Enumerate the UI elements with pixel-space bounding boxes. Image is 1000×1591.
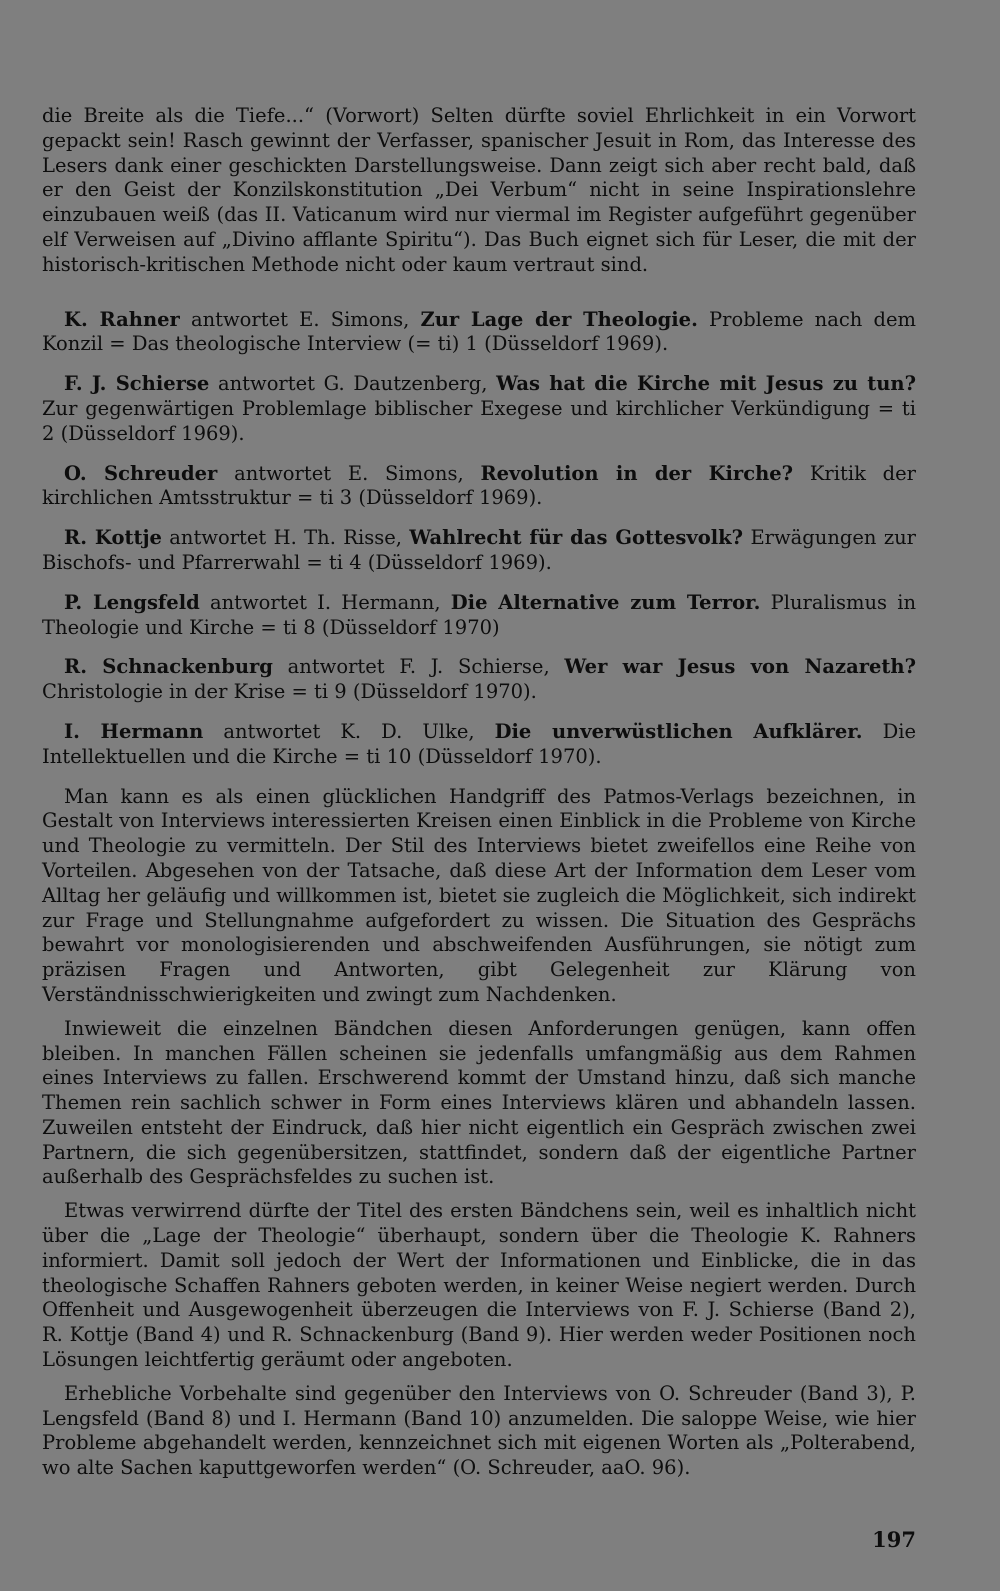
reference-title: Wahlrecht für das Gottesvolk? [409, 526, 744, 550]
reference-rest: Pluralismus in Theologie und Kirche = ti 8 (Düsseldorf 1970) [42, 590, 917, 639]
reference-list [42, 308, 916, 770]
reference-author: F. J. Schierse [64, 372, 210, 396]
reference-title: Die Alternative zum Terror. [450, 590, 761, 614]
body-paragraph: Inwieweit die einzelnen Bändchen diesen Anforderungen genügen, kann offen bleiben. In manchen Fällen scheinen sie jedenfalls umfangmäßig aus dem Rahmen eines Interviews zu fallen. Erschwerend kommt der Umstand hinzu, daß sich manche Themen rein sachlich schwer in Form eines Interviews klären und abhandeln lassen. Zuweilen entsteht der Eindruck, daß hier nicht eigentlich ein Gespräch zwischen zwei Partnern, die sich gegenübersitzen, stattfindet, sondern daß der eigentliche Partner außerhalb des Gesprächsfeldes zu suchen ist. [42, 1016, 916, 1189]
reference-rest: Probleme nach dem Konzil = Das theologische Interview (= ti) 1 (Düsseldorf 1969). [42, 307, 916, 356]
reference-author: O. Schreuder [64, 461, 218, 485]
reference-entry [42, 591, 916, 641]
page-text [42, 104, 916, 1490]
reference-verb: antwortet G. Dautzenberg, [209, 372, 497, 396]
reference-title: Zur Lage der Theologie. [420, 307, 698, 331]
reference-rest: Kritik der kirchlichen Amtsstruktur = ti 3 (Düsseldorf 1969). [42, 461, 917, 510]
reference-entry [42, 720, 916, 770]
reference-rest: Zur gegenwärtigen Problemlage biblischer Exegese und kirchlicher Verkündigung = ti 2 (Düsseldorf 1969). [42, 396, 916, 445]
reference-author: R. Kottje [64, 526, 162, 550]
intro-paragraph: die Breite als die Tiefe...“ (Vorwort) Selten dürfte soviel Ehrlichkeit in ein Vorwort gepackt sein! Rasch gewinnt der Verfasser, spanischer Jesuit in Rom, das Interesse des Lesers dank einer geschickten Darstellungsweise. Dann zeigt sich aber recht bald, daß er den Geist der Konzilskonstitution „Dei Verbum“ nicht in seine Inspirationslehre einzubauen weiß (das II. Vaticanum wird nur viermal im Register aufgeführt gegenüber elf Verweisen auf „Divino afflante Spiritu“). Das Buch eignet sich für Leser, die mit der historisch-kritischen Methode nicht oder kaum vertraut sind. [42, 104, 916, 276]
body-paragraph: Erhebliche Vorbehalte sind gegenüber den Interviews von O. Schreuder (Band 3), P. Lengsfeld (Band 8) und I. Hermann (Band 10) anzumelden. Die saloppe Weise, wie hier Probleme abgehandelt werden, kennzeichnet sich mit eigenen Worten als „Polterabend, wo alte Sachen kaputtgeworfen werden“ (O. Schreuder, aaO. 96). [42, 1381, 916, 1480]
reference-author: K. Rahner [64, 307, 180, 331]
reference-verb: antwortet H. Th. Risse, [161, 526, 410, 550]
reference-entry [42, 462, 916, 512]
reference-verb: antwortet F. J. Schierse, [272, 655, 565, 679]
reference-entry [42, 526, 916, 576]
reference-verb: antwortet E. Simons, [179, 307, 421, 331]
reference-title: Wer war Jesus von Nazareth? [564, 655, 916, 679]
reference-rest: Erwägungen zur Bischofs- und Pfarrerwahl = ti 4 (Düsseldorf 1969). [42, 526, 916, 574]
reference-entry [42, 308, 916, 358]
reference-rest: Christologie in der Krise = ti 9 (Düsseldorf 1970). [42, 680, 537, 704]
reference-author: P. Lengsfeld [64, 590, 200, 614]
reference-author: I. Hermann [64, 719, 204, 743]
reference-title: Was hat die Kirche mit Jesus zu tun? [496, 372, 916, 396]
reference-verb: antwortet E. Simons, [217, 461, 481, 485]
body-paragraph: Etwas verwirrend dürfte der Titel des ersten Bändchens sein, weil es inhaltlich nicht über die „Lage der Theologie“ überhaupt, sondern über die Theologie K. Rahners informiert. Damit soll jedoch der Wert der Informationen und Einblicke, die in das theologische Schaffen Rahners geboten werden, in keiner Weise negiert werden. Durch Offenheit und Ausgewogenheit überzeugen die Interviews von F. J. Schierse (Band 2), R. Kottje (Band 4) und R. Schnackenburg (Band 9). Hier werden weder Positionen noch Lösungen leichtfertig geräumt oder angeboten. [42, 1199, 916, 1372]
reference-rest: Die Intellektuellen und die Kirche = ti 10 (Düsseldorf 1970). [42, 719, 916, 768]
reference-verb: antwortet K. D. Ulke, [203, 719, 495, 743]
reference-title: Revolution in der Kirche? [480, 461, 794, 485]
reference-title: Die unverwüstlichen Aufklärer. [494, 719, 863, 743]
body-paragraph: Man kann es als einen glücklichen Handgriff des Patmos-Verlags bezeichnen, in Gestalt von Interviews interessierten Kreisen einen Einblick in die Probleme von Kirche und Theologie zu vermitteln. Der Stil des Interviews bietet zweifellos eine Reihe von Vorteilen. Abgesehen von der Tatsache, daß diese Art der Information dem Leser vom Alltag her geläufig und willkommen ist, bietet sie zugleich die Möglichkeit, sich indirekt zur Frage und Stellungnahme aufgefordert zu wissen. Die Situation des Gesprächs bewahrt vor monologisierenden und abschweifenden Ausführungen, sie nötigt zum präzisen Fragen und Antworten, gibt Gelegenheit zur Klärung von Verständnisschwierigkeiten und zwingt zum Nachdenken. [42, 784, 916, 1006]
reference-author: R. Schnackenburg [64, 655, 273, 679]
reference-entry [42, 655, 916, 705]
reference-verb: antwortet I. Hermann, [199, 590, 451, 614]
reference-entry [42, 372, 916, 446]
page-number: 197 [872, 1527, 916, 1552]
